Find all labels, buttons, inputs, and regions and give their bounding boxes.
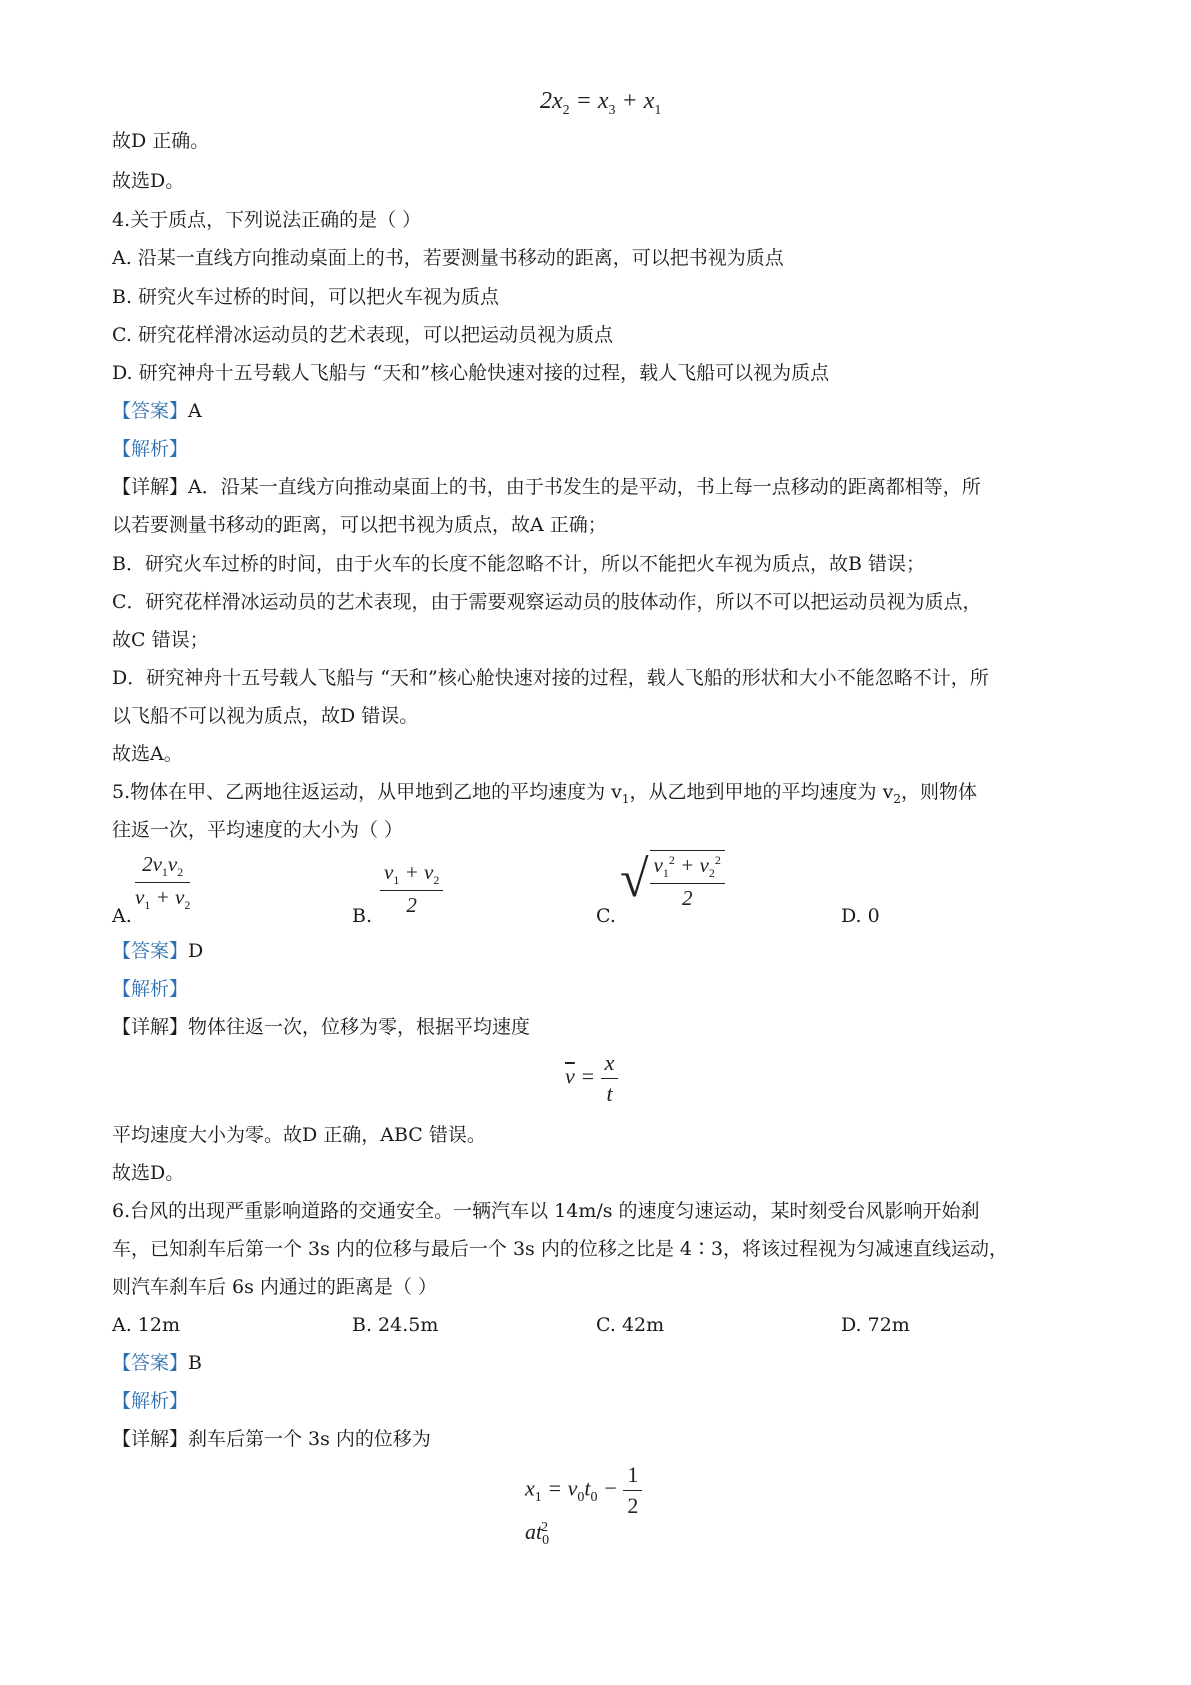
question-6-stem-2: 车，已知刹车后第一个 3s 内的位移与最后一个 3s 内的位移之比是 4∶3，将该过程视为匀减速直线运动，	[112, 1238, 1009, 1260]
answer-line	[112, 938, 203, 964]
detail-text: 物体往返一次，位移为零，根据平均速度	[188, 1016, 531, 1038]
detail-line	[112, 1426, 431, 1452]
formula-average-velocity: $\overline{v}$ = $\frac{x}{t}$	[565, 1050, 618, 1107]
detail-text: A．沿某一直线方向推动桌面上的书，由于书发生的是平动，书上每一点移动的距离都相等，所	[188, 476, 981, 498]
q5-option-d: D. 0	[841, 905, 880, 927]
q5-part: ，则物体	[900, 781, 977, 803]
q5-option-c-formula: √ $\frac{v_1^2 + v_2^2}{2}$	[620, 850, 725, 911]
text-line: 故D 正确。	[112, 130, 210, 152]
sqrt-icon: √	[620, 851, 649, 908]
question-4-option-c: C. 研究花样滑冰运动员的艺术表现，可以把运动员视为质点	[112, 324, 613, 346]
detail-tag: 【详解】	[112, 1016, 189, 1038]
q5-sub: 2	[893, 791, 901, 806]
answer-value: B	[188, 1352, 202, 1374]
formula-displacement: $x_1 = v_0t_0$ − $\frac{1}{2}$ $at_0^2$	[525, 1462, 671, 1549]
question-4-option-b: B. 研究火车过桥的时间，可以把火车视为质点	[112, 286, 500, 308]
analysis-tag: 【解析】	[112, 1390, 189, 1412]
detail-line	[112, 474, 981, 500]
q5-sub: 1	[621, 791, 630, 806]
question-5-stem	[112, 779, 977, 812]
detail-line: 以若要测量书移动的距离，可以把书视为质点，故A 正确；	[112, 514, 607, 536]
detail-line	[112, 1014, 530, 1040]
question-5-stem-2: 往返一次，平均速度的大小为（ ）	[112, 819, 404, 841]
analysis-tag: 【解析】	[112, 438, 189, 460]
selection-line: 故选A。	[112, 743, 183, 765]
answer-value: D	[188, 940, 204, 962]
q5-part: 5.物体在甲、乙两地往返运动，从甲地到乙地的平均速度为 v	[112, 781, 622, 803]
detail-line: D．研究神舟十五号载人飞船与 “天和”核心舱快速对接的过程，载人飞船的形状和大小不能忽略不计，所	[112, 667, 989, 689]
q5-option-c-label: C.	[596, 905, 616, 927]
q6-option-b: B. 24.5m	[352, 1314, 439, 1336]
q6-option-c: C. 42m	[596, 1314, 665, 1336]
selection-line: 故选D。	[112, 1162, 185, 1184]
q6-option-a: A. 12m	[112, 1314, 180, 1336]
question-4-stem: 4.关于质点，下列说法正确的是（ ）	[112, 209, 422, 231]
question-6-stem: 6.台风的出现严重影响道路的交通安全。一辆汽车以 14m/s 的速度匀速运动，某时刻受台风影响开始刹	[112, 1200, 980, 1222]
detail-tag: 【详解】	[112, 476, 189, 498]
question-4-option-d: D. 研究神舟十五号载人飞船与 “天和”核心舱快速对接的过程，载人飞船可以视为质点	[112, 362, 830, 384]
question-4-option-a: A. 沿某一直线方向推动桌面上的书，若要测量书移动的距离，可以把书视为质点	[112, 247, 784, 269]
detail-line: C．研究花样滑冰运动员的艺术表现，由于需要观察运动员的肢体动作，所以不可以把运动员视为质点，	[112, 591, 982, 613]
answer-line	[112, 398, 202, 424]
analysis-tag: 【解析】	[112, 978, 189, 1000]
answer-tag: 【答案】	[112, 940, 189, 962]
q5-part: ，从乙地到甲地的平均速度为 v	[629, 781, 894, 803]
detail-line: 故C 错误；	[112, 629, 209, 651]
answer-value: A	[188, 400, 202, 422]
q5-option-b-formula: $\frac{v_1 + v_2}{2}$	[380, 860, 443, 918]
q6-option-d: D. 72m	[841, 1314, 910, 1336]
q5-option-a-label: A.	[112, 905, 132, 927]
q5-option-a-formula: $\frac{2v_1v_2}{v_1 + v_2}$	[135, 852, 191, 913]
formula-top: $2x_2 = x_3 + x_1$	[540, 88, 662, 118]
detail-tag: 【详解】	[112, 1428, 189, 1450]
detail-line: B．研究火车过桥的时间，由于火车的长度不能忽略不计，所以不能把火车视为质点，故B 错误；	[112, 553, 925, 575]
answer-tag: 【答案】	[112, 400, 189, 422]
question-6-stem-3: 则汽车刹车后 6s 内通过的距离是（ ）	[112, 1276, 437, 1298]
answer-tag: 【答案】	[112, 1352, 189, 1374]
text-line: 故选D。	[112, 170, 185, 192]
detail-line: 平均速度大小为零。故D 正确，ABC 错误。	[112, 1124, 486, 1146]
q5-option-b-label: B.	[352, 905, 373, 927]
detail-text: 刹车后第一个 3s 内的位移为	[188, 1428, 431, 1450]
detail-line: 以飞船不可以视为质点，故D 错误。	[112, 705, 419, 727]
answer-line	[112, 1350, 202, 1376]
